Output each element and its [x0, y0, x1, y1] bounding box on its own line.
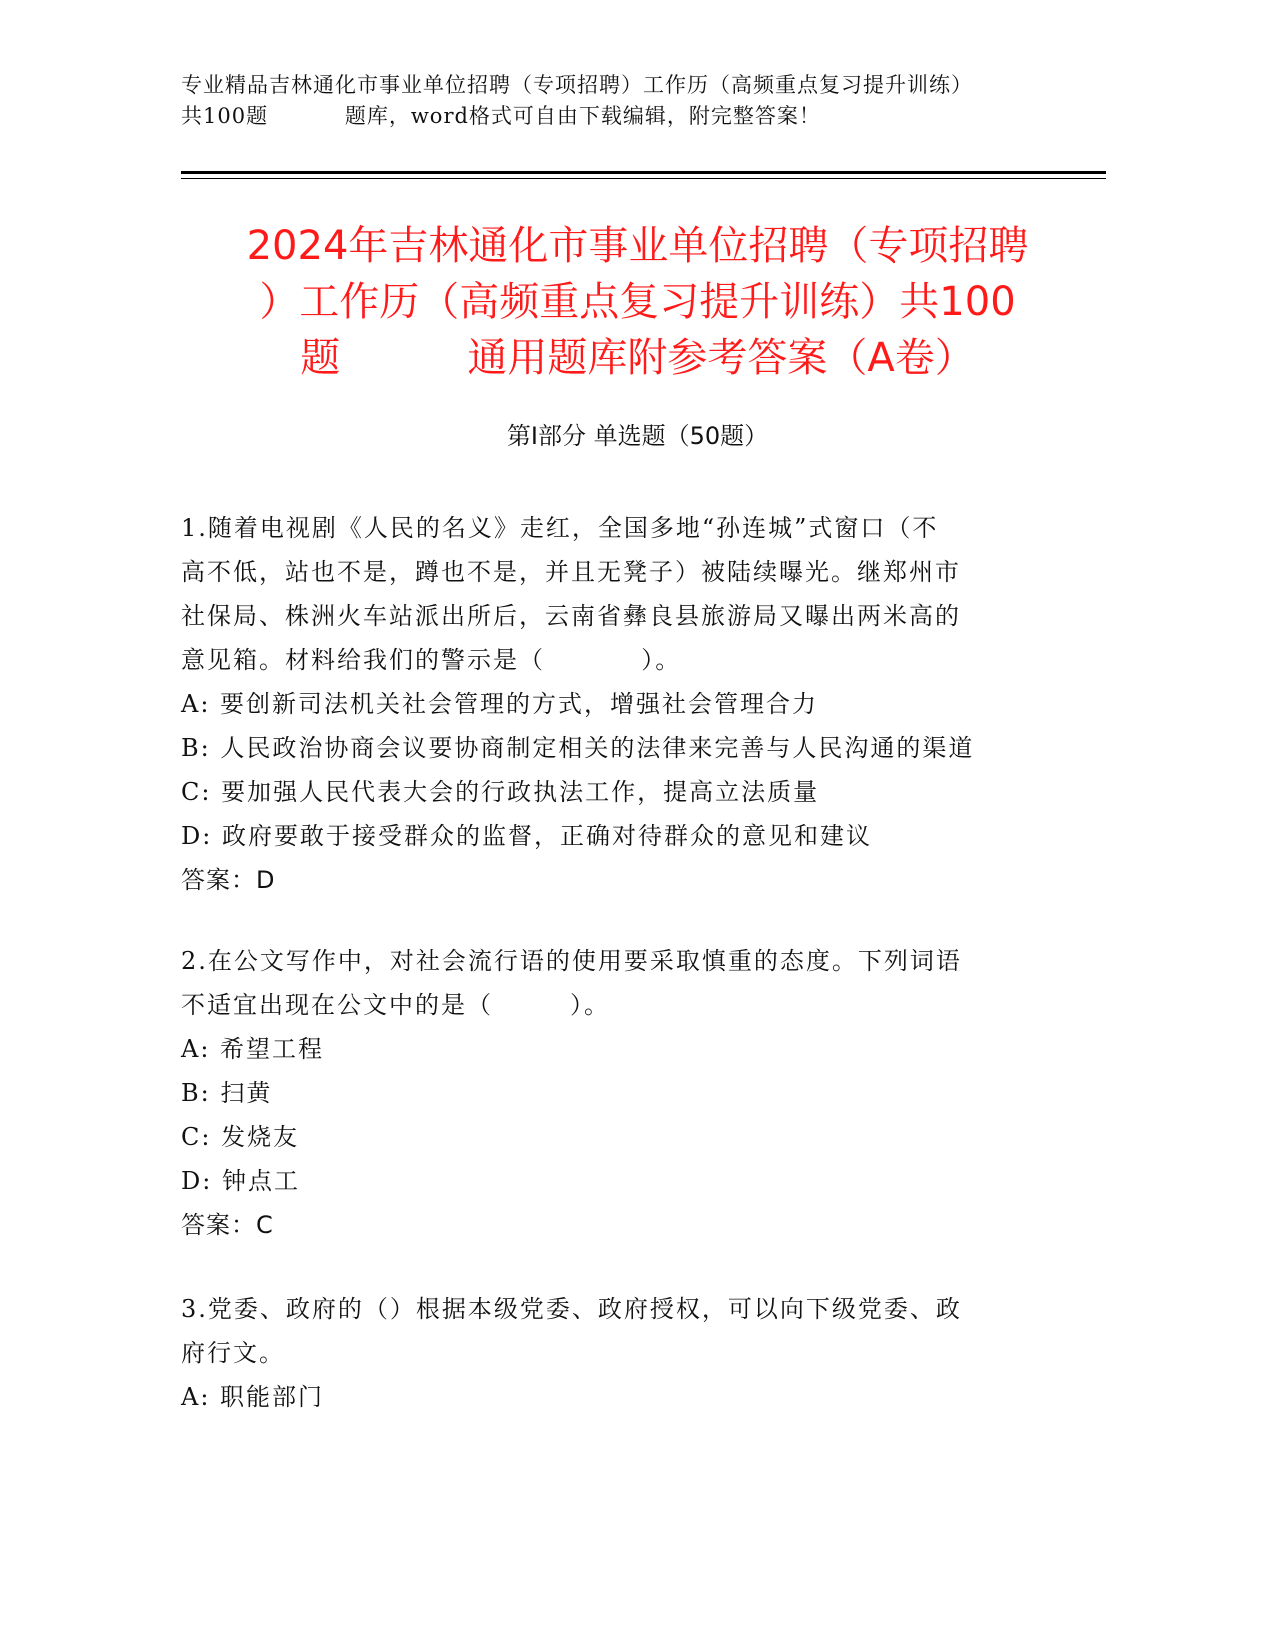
question-stem-line: 1.随着电视剧《人民的名义》走红，全国多地“孙连城”式窗口（不	[181, 514, 939, 542]
question-block	[181, 1287, 1041, 1419]
option-c: C: 发烧友	[181, 1123, 300, 1151]
section-heading: 第Ⅰ部分 单选题（50题）	[506, 422, 769, 450]
option-c: C: 要加强人民代表大会的行政执法工作，提高立法质量	[181, 778, 820, 806]
question-stem-line: 2.在公文写作中，对社会流行语的使用要采取慎重的态度。下列词语	[181, 947, 962, 975]
question-stem-line: 社保局、株洲火车站派出所后，云南省彝良县旅游局又曝出两米高的	[181, 602, 961, 630]
question-stem-line: 3.党委、政府的（）根据本级党委、政府授权，可以向下级党委、政	[181, 1295, 962, 1323]
title-line-2: ）工作历（高频重点复习提升训练）共100	[259, 279, 1016, 325]
document-header	[181, 70, 1081, 132]
question-stem-line: 不适宜出现在公文中的是（ ）。	[181, 991, 611, 1019]
question-block	[181, 506, 1041, 902]
header-divider-thick	[181, 171, 1106, 174]
header-line-2: 共100题 题库，word格式可自由下载编辑，附完整答案！	[181, 104, 821, 128]
document-title	[150, 218, 1125, 386]
header-divider-thin	[181, 178, 1106, 179]
header-line-1: 专业精品吉林通化市事业单位招聘（专项招聘）工作历（高频重点复习提升训练）	[181, 73, 973, 97]
question-stem-line: 高不低，站也不是，蹲也不是，并且无凳子）被陆续曝光。继郑州市	[181, 558, 961, 586]
option-a: A: 要创新司法机关社会管理的方式，增强社会管理合力	[181, 690, 819, 718]
option-b: B: 人民政治协商会议要协商制定相关的法律来完善与人民沟通的渠道	[181, 734, 975, 762]
option-b: B: 扫黄	[181, 1079, 273, 1107]
option-a: A: 职能部门	[181, 1383, 325, 1411]
title-line-1: 2024年吉林通化市事业单位招聘（专项招聘	[246, 223, 1029, 269]
answer-line: 答案：C	[181, 1211, 274, 1239]
question-stem-line: 府行文。	[181, 1339, 285, 1367]
question-block	[181, 939, 1041, 1247]
answer-line: 答案：D	[181, 866, 276, 894]
option-a: A: 希望工程	[181, 1035, 325, 1063]
title-line-3: 题 通用题库附参考答案（A卷）	[300, 335, 975, 381]
option-d: D: 钟点工	[181, 1167, 300, 1195]
option-d: D: 政府要敢于接受群众的监督，正确对待群众的意见和建议	[181, 822, 872, 850]
question-stem-line: 意见箱。材料给我们的警示是（ ）。	[181, 646, 682, 674]
